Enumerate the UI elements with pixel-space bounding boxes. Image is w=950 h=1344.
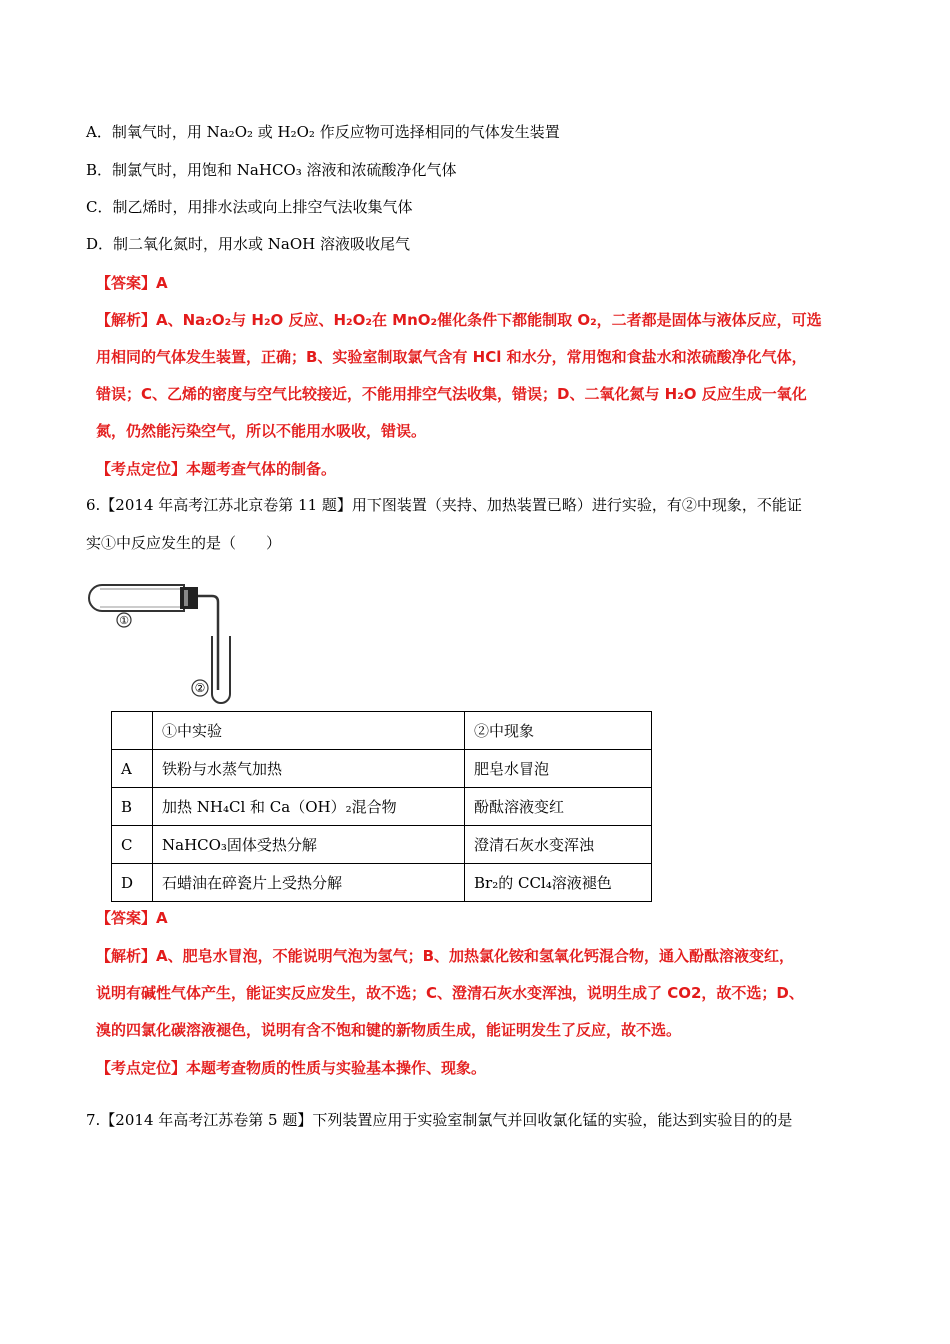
table-cell: 加热 NH₄Cl 和 Ca（OH）₂混合物 [153,788,465,826]
table-cell: B [112,788,153,826]
table-cell: 酚酞溶液变红 [465,788,652,826]
option-c: C．制乙烯时，用排水法或向上排空气法收集气体 [86,198,413,216]
table-cell: NaHCO₃固体受热分解 [153,826,465,864]
q6-focus: 【考点定位】本题考查物质的性质与实验基本操作、现象。 [96,1059,487,1077]
table-row [112,826,652,864]
tube2-label: ② [194,681,206,695]
q6-explanation-line: 【解析】A、肥皂水冒泡，不能说明气泡为氢气；B、加热氯化铵和氢氧化钙混合物，通入酚酞溶液变红， [96,947,795,965]
table-row [112,788,652,826]
q6-stem-line2: 实①中反应发生的是（ ） [86,534,282,552]
option-a: A．制氧气时，用 Na₂O₂ 或 H₂O₂ 作反应物可选择相同的气体发生装置 [86,123,560,141]
q6-explanation-line: 溴的四氯化碳溶液褪色，说明有含不饱和键的新物质生成，能证明发生了反应，故不选。 [96,1021,682,1039]
table-cell: Br₂的 CCl₄溶液褪色 [465,864,652,902]
table-cell: 澄清石灰水变浑浊 [465,826,652,864]
q5-explanation-line: 氮，仍然能污染空气，所以不能用水吸收，错误。 [96,422,427,440]
q6-explanation-line: 说明有碱性气体产生，能证实反应发生，故不选；C、澄清石灰水变浑浊，说明生成了 CO2，故不选；D、 [96,984,804,1002]
table-cell: D [112,864,153,902]
table-header-cell: ②中现象 [465,712,652,750]
tube1-label: ① [119,614,129,627]
table-row [112,750,652,788]
delivery-tube [198,596,218,690]
q5-explanation-line: 错误；C、乙烯的密度与空气比较接近，不能用排空气法收集，错误；D、二氧化氮与 H₂O 反应生成一氧化 [96,385,807,403]
option-d: D．制二氧化氮时，用水或 NaOH 溶液吸收尾气 [86,235,411,253]
q6-stem-line1: 6.【2014 年高考江苏北京卷第 11 题】用下图装置（夹持、加热装置已略）进行实验，有②中现象，不能证 [86,496,802,514]
q5-explanation-line: 用相同的气体发生装置，正确；B、实验室制取氯气含有 HCl 和水分，常用饱和食盐水和浓硫酸净化气体， [96,348,807,366]
table-cell: 石蜡油在碎瓷片上受热分解 [153,864,465,902]
table-header-row [112,712,652,750]
q5-focus: 【考点定位】本题考查气体的制备。 [96,460,337,478]
option-b: B．制氯气时，用饱和 NaHCO₃ 溶液和浓硫酸净化气体 [86,161,457,179]
table-cell: C [112,826,153,864]
q6-answer: 【答案】A [96,909,168,927]
stopper [180,587,198,609]
apparatus-diagram [86,578,246,706]
q5-answer: 【答案】A [96,274,168,292]
q5-explanation-line: 【解析】A、Na₂O₂与 H₂O 反应、H₂O₂在 MnO₂催化条件下都能制取 O₂，二者都是固体与液体反应，可选 [96,311,822,329]
table-cell: 肥皂水冒泡 [465,750,652,788]
experiment-table [111,711,652,902]
test-tube-2 [212,636,230,703]
table-row [112,864,652,902]
table-header-cell [112,712,153,750]
table-cell: A [112,750,153,788]
q7-stem: 7.【2014 年高考江苏卷第 5 题】下列装置应用于实验室制氯气并回收氯化锰的实验，能达到实验目的的是 [86,1111,793,1129]
table-cell: 铁粉与水蒸气加热 [153,750,465,788]
table-header-cell: ①中实验 [153,712,465,750]
